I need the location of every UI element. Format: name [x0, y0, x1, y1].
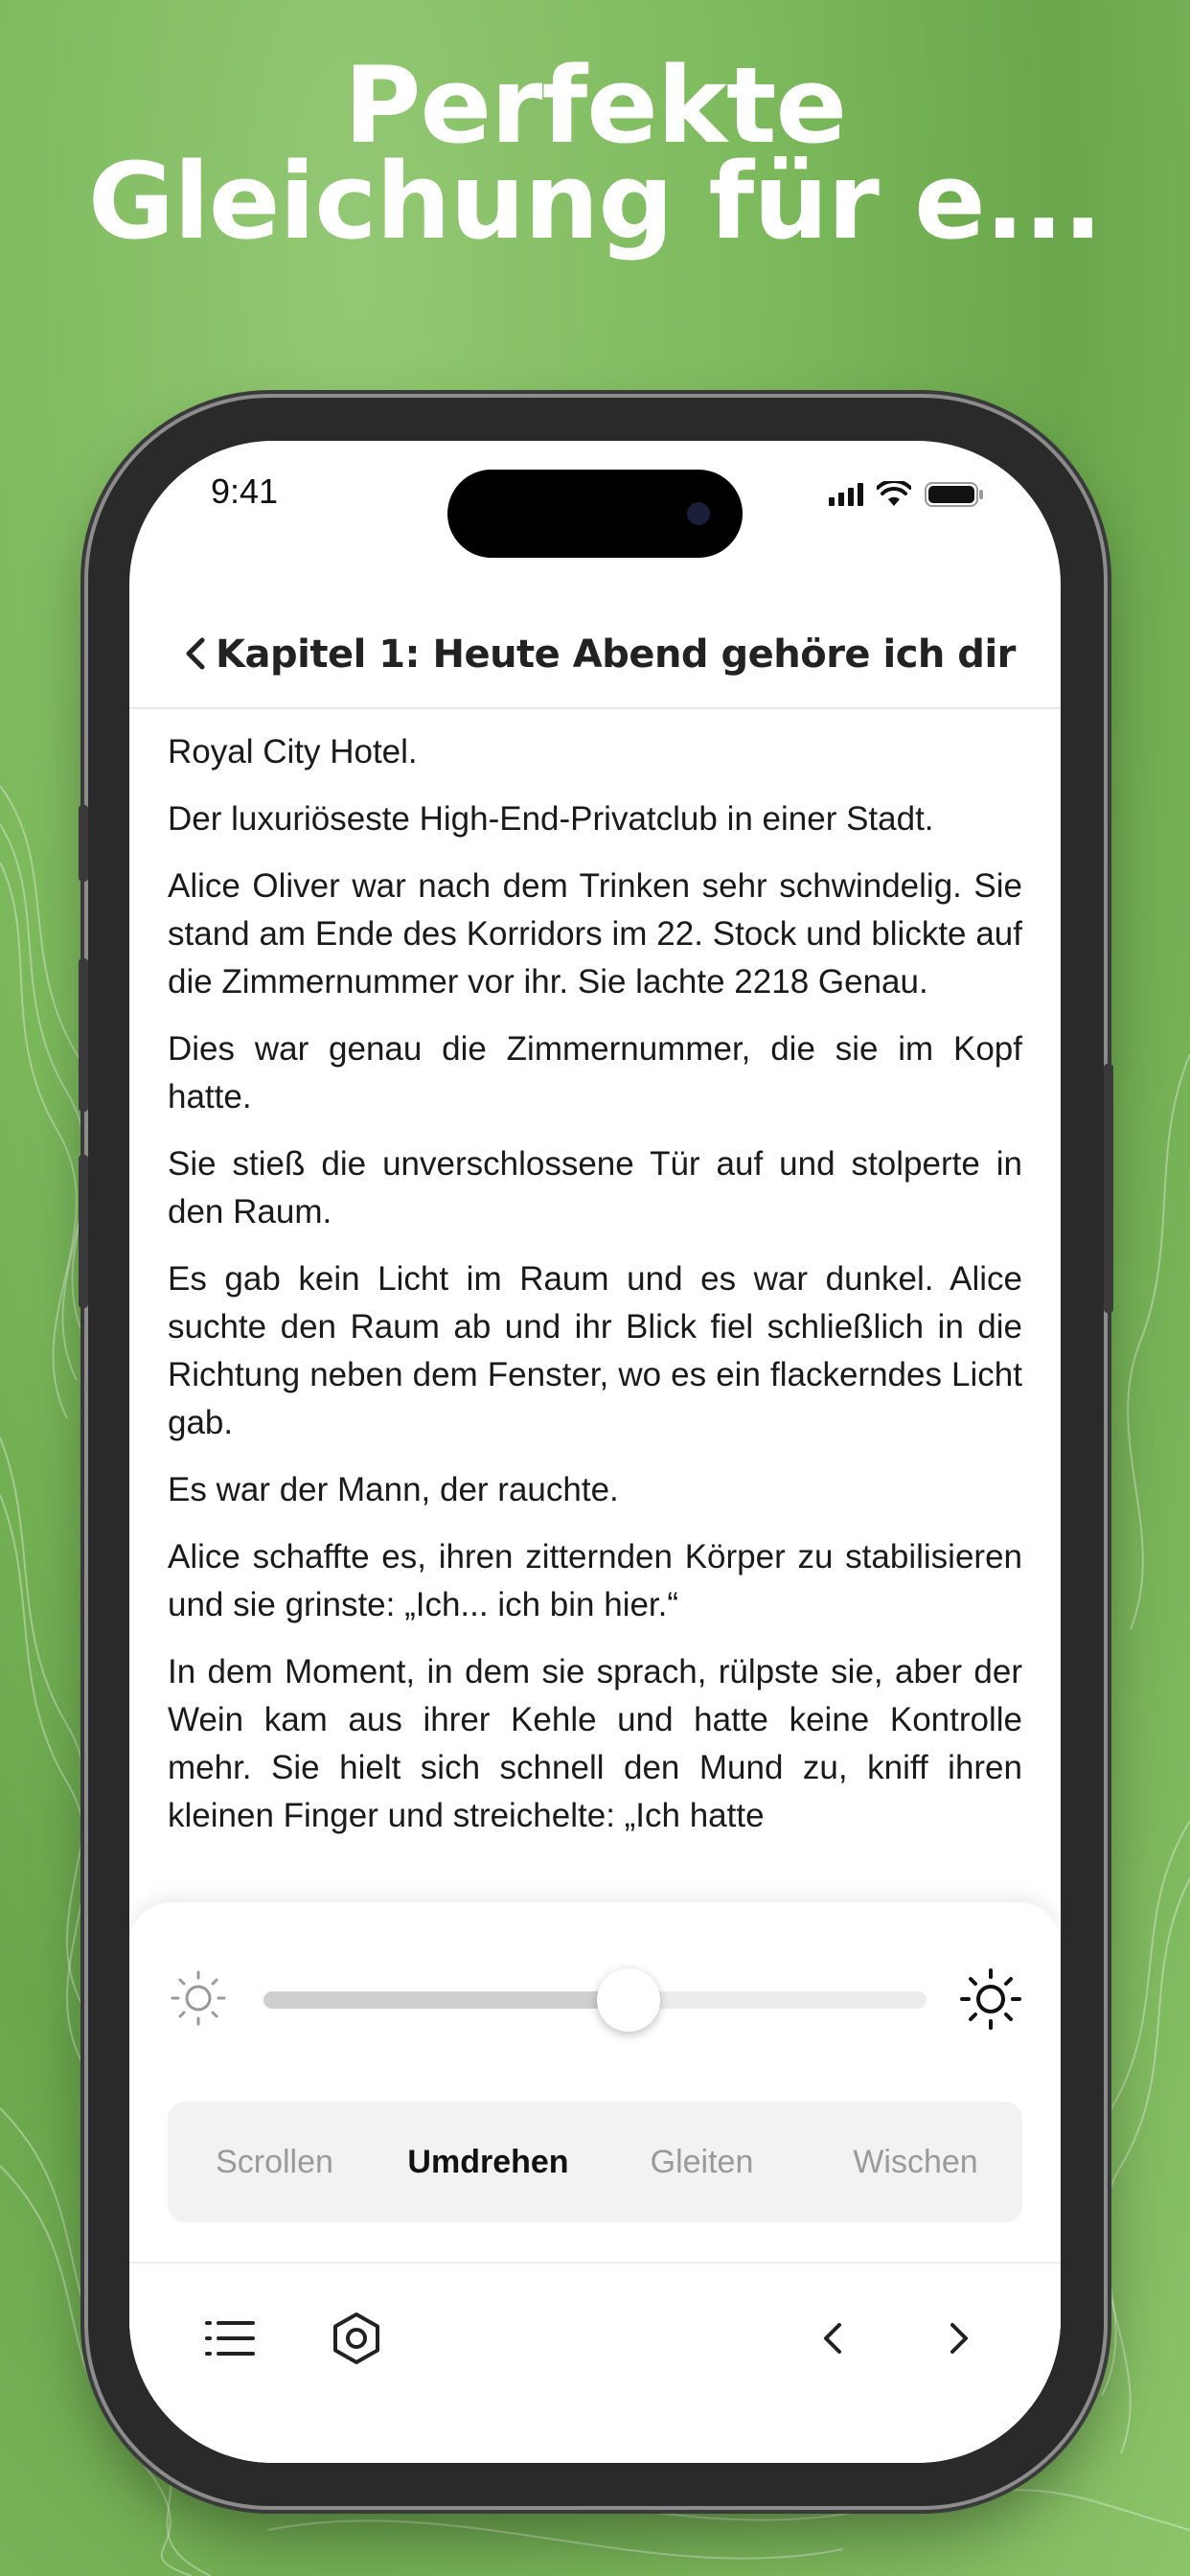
paragraph: Es war der Mann, der rauchte. — [168, 1471, 619, 1508]
mode-scroll-button[interactable]: Scrollen — [216, 2143, 333, 2180]
paragraph: In dem Moment, in dem sie sprach, rülpste sie, aber der Wein kam aus ihrer Kehle und hatte keine Kontrolle mehr. Sie hielt sich schnell den Mund zu, kniff ihren kleinen Finger und streichelte: „Ich hatte — [168, 1653, 1022, 1834]
chevron-left-icon[interactable] — [181, 634, 210, 673]
dynamic-island — [447, 470, 743, 558]
bottom-toolbar — [129, 2262, 1061, 2407]
page-mode-selector — [168, 2102, 1022, 2222]
mode-swipe-button[interactable]: Wischen — [853, 2143, 978, 2180]
paragraph: Royal City Hotel. — [168, 733, 418, 770]
signal-icon — [829, 483, 863, 506]
mode-flip-button[interactable]: Umdrehen — [407, 2143, 569, 2180]
paragraph: Dies war genau die Zimmernummer, die sie im Kopf hatte. — [168, 1030, 1022, 1116]
status-time: 9:41 — [211, 472, 279, 511]
brightness-slider[interactable] — [263, 1991, 927, 2009]
phone-side-button — [79, 805, 88, 882]
phone-power-button — [1104, 1064, 1113, 1313]
paragraph: Es gab kein Licht im Raum und es war dunkel. Alice suchte den Raum ab und ihr Blick fiel schließlich in die Richtung neben dem Fenster, wo es ein flackerndes Licht gab. — [168, 1260, 1022, 1441]
headline-line-1: Perfekte — [343, 44, 847, 167]
brightness-slider-thumb[interactable] — [597, 1968, 660, 2032]
chevron-left-icon[interactable] — [805, 2310, 862, 2367]
battery-icon — [925, 481, 984, 508]
status-icons — [829, 481, 984, 508]
paragraph: Sie stieß die unverschlossene Tür auf und stolperte in den Raum. — [168, 1145, 1022, 1230]
phone-screen — [129, 441, 1061, 2463]
sun-bright-icon[interactable] — [959, 1967, 1022, 2031]
list-icon[interactable] — [201, 2310, 259, 2367]
headline-line-2: Gleichung für e... — [87, 140, 1103, 263]
promo-headline — [0, 44, 1190, 263]
camera-icon — [687, 502, 710, 525]
wifi-icon — [877, 481, 911, 508]
sun-dim-icon[interactable] — [168, 1967, 229, 2029]
mode-slide-button[interactable]: Gleiten — [650, 2143, 754, 2180]
settings-hexagon-icon[interactable] — [328, 2310, 385, 2367]
chapter-title: Kapitel 1: Heute Abend gehöre ich dir — [216, 632, 1016, 677]
paragraph: Alice schaffte es, ihren zitternden Körper zu stabilisieren und sie grinste: „Ich... ich bin hier.“ — [168, 1538, 1022, 1623]
chapter-header — [129, 594, 1061, 709]
paragraph: Alice Oliver war nach dem Trinken sehr schwindelig. Sie stand am Ende des Korridors im 22. Stock und blickte auf die Zimmernummer vor ihr. Sie lachte 2218 Genau. — [168, 867, 1022, 1000]
paragraph: Der luxuriöseste High-End-Privatclub in einer Stadt. — [168, 800, 934, 838]
phone-volume-down — [79, 1155, 88, 1308]
phone-volume-up — [79, 958, 88, 1112]
brightness-slider-fill — [263, 1991, 629, 2009]
chevron-right-icon[interactable] — [929, 2310, 987, 2367]
